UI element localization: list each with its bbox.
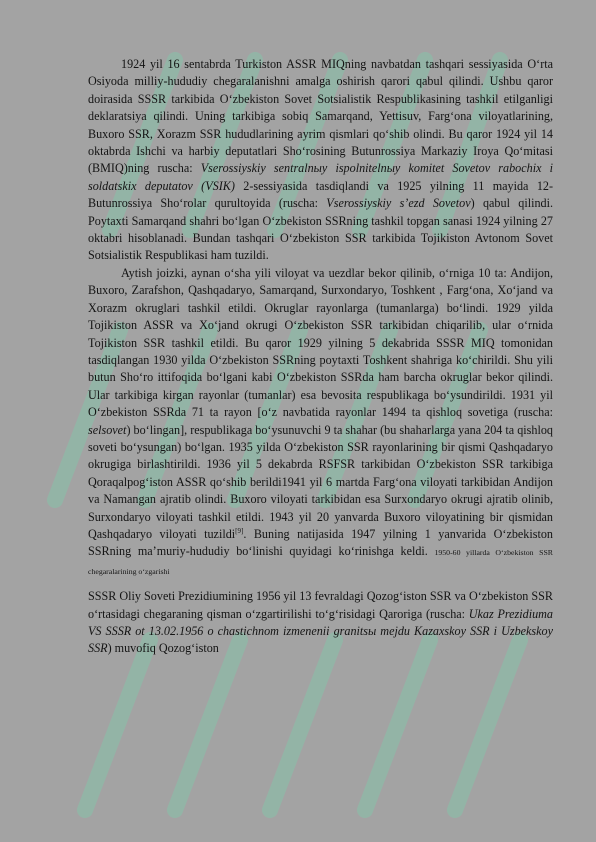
text-segment: selsovet bbox=[88, 422, 127, 437]
watermark-stripe bbox=[455, 640, 520, 810]
text-segment: . Buning natijasida 1947 yilning 1 yanvarida O‘zbekiston SSRning ma’muriy-hududiy bo‘linishi quyidagi ko‘rinishga keldi. bbox=[88, 526, 553, 559]
footnote-ref: [9] bbox=[235, 526, 244, 535]
paragraph-2 bbox=[88, 265, 553, 580]
watermark-stripe bbox=[270, 640, 335, 810]
text-segment: Aytish joizki, aynan o‘sha yili viloyat va uezdlar bekor qilinib, o‘rniga 10 ta: Andijon, Buxoro, Zarafshon, Qashqadaryo, Samarqand, Surxondaryo, Toshkent , Farg‘ona, Xo‘jand va Xorazm okruglari tashkil etildi. Okruglar rayonlarga (tumanlarga) bo‘lindi. 1929 yilda Tojikiston ASSR va Xo‘jand okrugi O‘zbekiston SSR tarkibidan chiqarilib, ular o‘rnida Tojikiston SSR tashkil etildi. Bu qaror 1929 yilning 5 dekabrida SSSR MIQ tomonidan tasdiqlangan 1930 yilda O‘zbekiston SSRning poytaxti Toshkent shahriga ko‘chirildi. Shu yili butun Sho‘ro ittifoqida bo‘lgani kabi O‘zbekiston SSRda ham barcha okruglar bekor qilindi. Ular tarkibiga kirgan rayonlar (tumanlar) esa bevosita respublikaga bo‘ysundirildi. 1931 yil O‘zbekiston SSRda 71 ta rayon [o‘z navbatida rayonlar 1494 ta qishloq sovetiga (ruscha: bbox=[88, 265, 553, 420]
watermark-stripe bbox=[85, 640, 150, 810]
text-segment: ) bo‘lingan], respublikaga bo‘ysunuvchi 9 ta shahar (bu shaharlarga yana 204 ta qishloq soveti bo‘ysungan) bo‘lgan. 1935 yilda O‘zbekiston SSR rayonlarining bir qismi Qashqadaryo okrugiga birlashtirildi. 1936 yil 5 dekabrda RSFSR tarkibidan O‘zbekiston SSR tarkibiga Qoraqalpog‘iston ASSR qo‘shib berildi1941 yil 6 martda Farg‘ona viloyati tarkibidan Andijon va Namangan ajratib olindi. Buxoro viloyati tarkibidan esa Surxondaryo okrugi ajratib olinib, Surxondaryo viloyati tashkil etildi. 1943 yil 20 yanvarda Buxoro viloyatining bir qismidan Qashqadaryo viloyati tuzildi bbox=[88, 422, 553, 541]
text-segment: Ukaz Prezidiuma VS SSSR ot 13.02.1956 o chastichnom izmenenii granitsы mejdu Kazaxskoy SSR i Uzbekskoy SSR bbox=[88, 606, 553, 656]
watermark-stripe bbox=[365, 640, 430, 810]
text-segment: Vserossiyskiy sentralnыy ispolnitelnыy komitet Sovetov rabochix i soldatskix deputatov (VSIK) bbox=[88, 161, 553, 193]
text-segment: 1924 yil 16 sentabrda Turkiston ASSR MIQning navbatdan tashqari sessiyasida O‘rta Osiyoda milliy-hududiy chegaralanishni amalga oshirish qarori qabul qilindi. Ushbu qaror doirasida SSSR tarkibida O‘zbekiston Sovet Sotsialistik Respublikasining tashkil etilganligi deklaratsiya qilindi. Uning tarkibiga sobiq Samarqand, Yettisuv, Farg‘ona viloyatlarining, Buxoro SSR, Xorazm SSR hududlarining ayrim qismlari qo‘shib olindi. Bu qaror 1924 yil 14 oktabrda Ishchi va harbiy deputatlari Sho‘rosining Butunrossiya Markaziy Iroya Qo‘mitasi (BMIQ)ning ruscha: bbox=[88, 57, 553, 176]
text-segment: 2-sessiyasida tasdiqlandi va 1925 yilning 11 mayida 12-Butunrossiya Sho‘rolar qurultoyida (ruscha: bbox=[88, 178, 554, 211]
paragraph-1 bbox=[88, 56, 553, 265]
text-segment: SSSR Oliy Soveti Prezidiumining 1956 yil 13 fevraldagi Qozog‘iston SSR va O‘zbekiston SSR o‘rtasidagi chegaraning qisman o‘zgartirilishi to‘g‘risidagi Qaroriga (ruscha: bbox=[88, 589, 553, 621]
paragraph-3 bbox=[88, 588, 553, 658]
text-segment: ) muvofiq Qozog‘iston bbox=[107, 641, 219, 656]
text-segment: Vserossiyskiy s’ezd Sovetov bbox=[326, 196, 471, 211]
caption-text: 1950-60 yillarda O‘zbekiston SSR chegaralarining o‘zgarishi bbox=[88, 548, 553, 576]
watermark-stripe bbox=[175, 640, 240, 810]
document-body bbox=[88, 56, 553, 658]
text-segment: ) qabul qilindi. Poytaxti Samarqand shahri bo‘lgan O‘zbekiston SSRning tashkil topgan sanasi 1924 yilning 27 oktabri hisoblanadi. Bundan tashqari O‘zbekiston SSR tarkibida Tojikiston Avtonom Sovet Sotsialistik Respublikasi ham tuzildi. bbox=[88, 196, 554, 263]
